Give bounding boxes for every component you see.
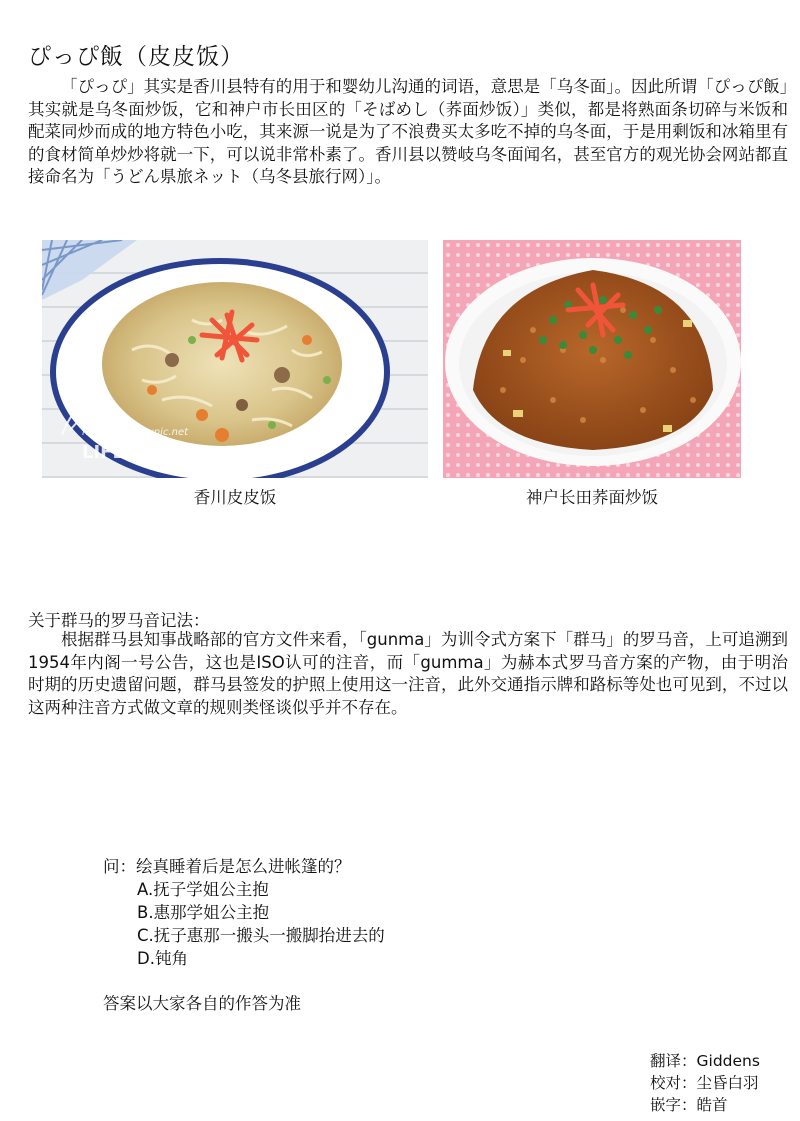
photo-kagawa-pippi-rice (42, 240, 428, 478)
quiz-option-c: C.抚子惠那一搬头一搬脚抬进去的 (137, 926, 385, 945)
credits-block (650, 1050, 760, 1116)
photo-kobe-sobameshi (443, 240, 741, 478)
sobameshi-image (443, 240, 741, 478)
romaji-heading: 关于群马的罗马音记法： (28, 611, 210, 630)
quiz-answer: 答案以大家各自的作答为准 (103, 994, 301, 1013)
caption-kagawa-pippi-rice: 香川皮皮饭 (193, 488, 277, 507)
photo-watermark-url: https://kamewnic.net (82, 427, 189, 438)
credit-proofreading: 校对：尘昏白羽 (650, 1074, 759, 1092)
quiz-option-d: D.钝角 (137, 949, 188, 968)
credit-translation: 翻译：Giddens (650, 1052, 760, 1070)
photo-watermark-brand: LIFE.NET (82, 442, 172, 463)
intro-paragraph: 「ぴっぴ」其实是香川县特有的用于和婴幼儿沟通的词语，意思是「乌冬面」。因此所谓「ぴっぴ飯」其实就是乌冬面炒饭，它和神户市长田区的「そばめし（荞面炒饭）」类似，都是将熟面条切碎与米饭和配菜同炒而成的地方特色小吃，其来源一说是为了不浪费买太多吃不掉的乌冬面，于是用剩饭和冰箱里有的食材简单炒炒将就一下，可以说非常朴素了。香川县以赞岐乌冬面闻名，甚至官方的观光协会网站都直接命名为「うどん県旅ネット（乌冬县旅行网）」。 (28, 77, 788, 186)
credit-typesetting: 嵌字：皓首 (650, 1096, 728, 1114)
quiz-question: 问：绘真睡着后是怎么进帐篷的？ (103, 857, 351, 876)
caption-kobe-sobameshi: 神户长田荞面炒饭 (526, 488, 658, 507)
page-title: ぴっぴ飯（皮皮饭） (28, 44, 244, 70)
romaji-paragraph: 根据群马县知事战略部的官方文件来看，「gunma」为训令式方案下「群马」的罗马音，上可追溯到1954年内阁一号公告，这也是ISO认可的注音，而「gumma」为赫本式罗马音方案的产物，由于明治时期的历史遗留问题，群马县签发的护照上使用这一注音，此外交通指示牌和路标等处也可见到，不过以这两种注音方式做文章的规则类怪谈似乎并不存在。 (28, 630, 788, 717)
quiz-option-a: A.抚子学姐公主抱 (137, 880, 269, 899)
pippi-rice-image (42, 240, 428, 478)
quiz-option-b: B.惠那学姐公主抱 (137, 903, 270, 922)
quiz-block (103, 855, 385, 970)
